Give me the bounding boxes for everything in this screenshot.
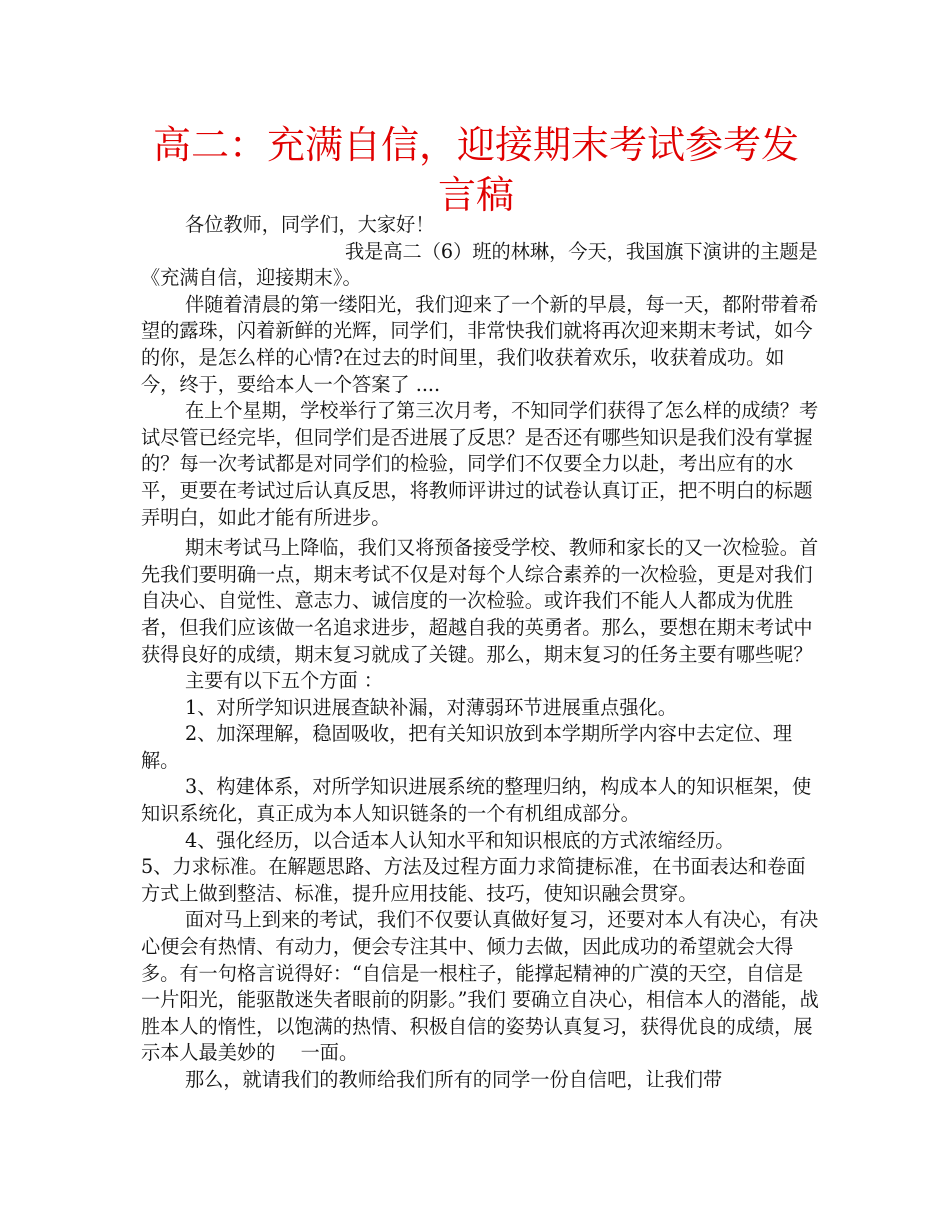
paragraph-introduction: 我是高二（6）班的林琳，今天，我国旗下演讲的主题是《充满自信，迎接期末》。 [141,239,818,290]
list-item-3: 3、构建体系，对所学知识进展系统的整理归纳，构成本人的知识框架，使知识系统化，真正成为本人知识链条的一个有机组成部分。 [141,775,812,826]
paragraph-closing: 那么，就请我们的教师给我们所有的同学一份自信吧，让我们带 [185,1068,723,1091]
paragraph-monthly-exam: 在上个星期，学校举行了第三次月考，不知同学们获得了怎么样的成绩？考试尽管已经完毕，但同学们是否进展了反思？是否还有哪些知识是我们没有掌握的？每一次考试都是对同学们的检验，同学们不仅要全力以赴，考出应有的水平，更要在考试过后认真反思，将教师评讲过的试卷认真订正，把不明白的标题弄明白，如此才能有所进步。 [141,399,819,529]
paragraph-five-aspects: 主要有以下五个方面 ： [185,669,383,693]
paragraph-morning: 伴随着清晨的第一缕阳光，我们迎来了一个新的早晨，每一天，都附带着希望的露珠，闪着新鲜的光辉，同学们，非常快我们就将再次迎来期末考试，如今的你，是怎么样的心情?在过去的时间里，我们收获着欢乐，收获着成功。如今，终于，要给本人一个答案了 .... [141,292,819,396]
document-body [141,212,821,1094]
paragraph-final-exam: 期末考试马上降临，我们又将预备接受学校、教师和家长的又一次检验。首先我们要明确一点，期末考试不仅是对每个人综合素养的一次检验，更是对我们自决心、自觉性、意志力、诚信度的一次检验。或许我们不能人人都成为优胜者，但我们应该做一名追求进步，超越自我的英勇者。那么，要想在期末考试中获得良好的成绩，期末复习就成了关键。那么，期末复习的任务主要有哪些呢？ [141,536,819,666]
list-item-5: 5、力求标准。在解题思路、方法及过程方面力求简捷标准，在书面表达和卷面方式上做到整洁、标准，提升应用技能、技巧，使知识融会贯穿。 [141,855,806,905]
list-item-2: 2、加深理解，稳固吸收，把有关知识放到本学期所学内容中去定位、理解。 [141,722,793,772]
paragraph-confidence: 面对马上到来的考试，我们不仅要认真做好复习，还要对本人有决心，有决心便会有热情、有动力，便会专注其中、倾力去做，因此成功的希望就会大得多。有一句格言说得好：“自信是一根柱子，能撑起精神的广漠的天空，自信是一片阳光，能驱散迷失者眼前的阴影。”我们 要确立自决心，相信本人的潜能，战胜本人的惰性，以饱满的热情、积极自信的姿势认真复习，获得优良的成绩，展示本人最美妙的 一面。 [141,908,819,1065]
document-title: 高二：充满自信，迎接期末考试参考发言稿 [152,123,799,217]
list-item-4: 4、强化经历，以合适本人认知水平和知识根底的方式浓缩经历。 [185,828,735,852]
paragraph-greeting: 各位教师，同学们，大家好！ [185,213,435,236]
list-item-1: 1、对所学知识进展查缺补漏，对薄弱环节进展重点强化。 [185,695,677,719]
